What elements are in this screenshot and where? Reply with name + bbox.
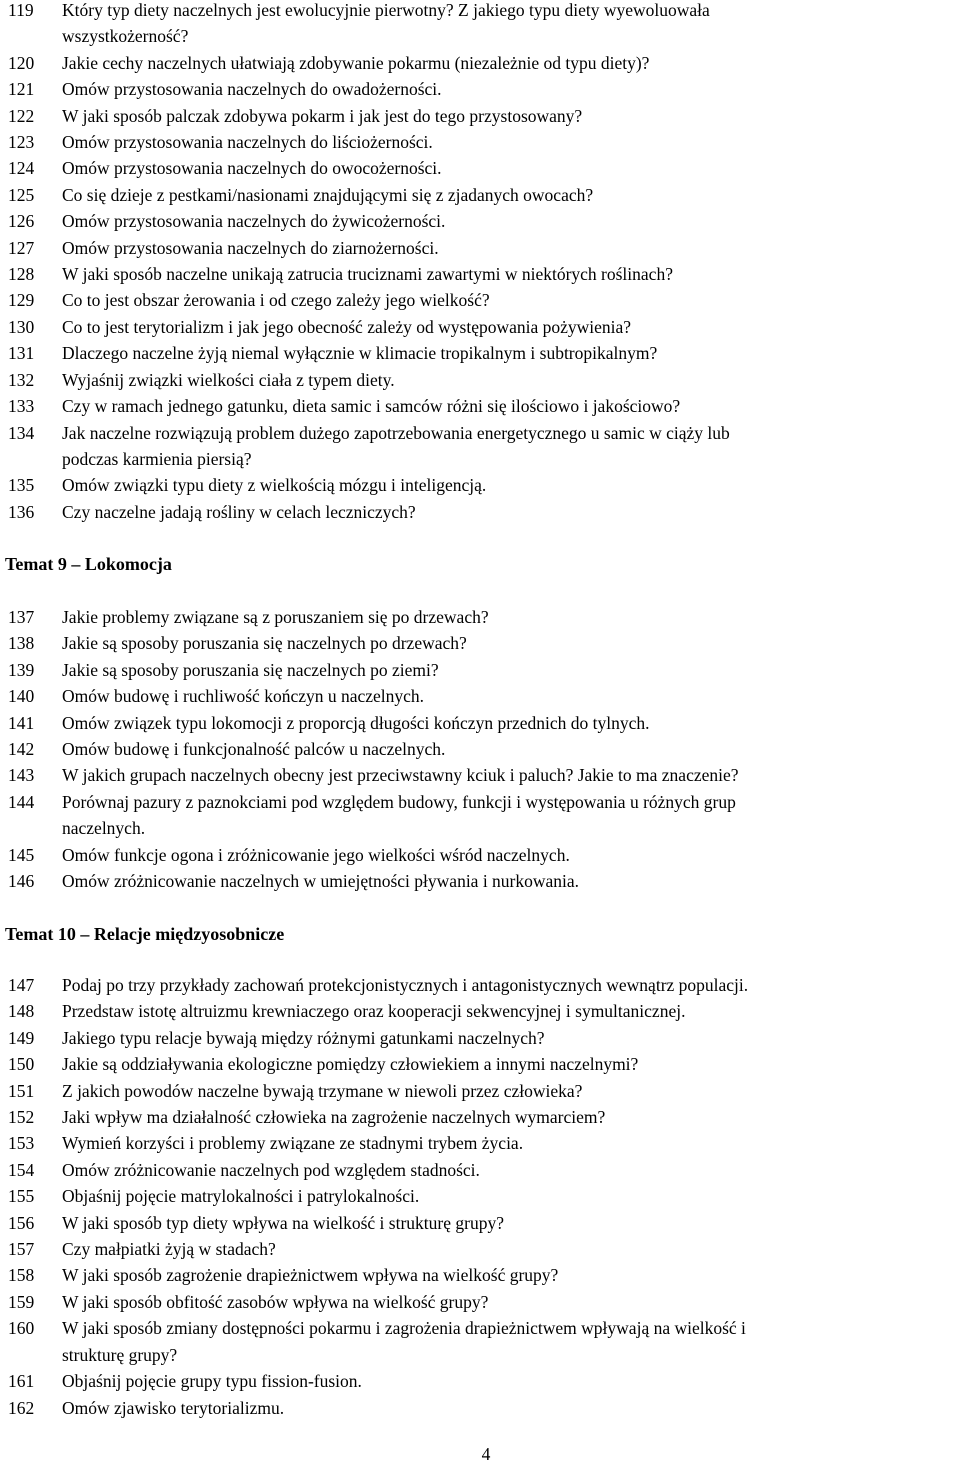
- question-number: 120: [8, 52, 35, 73]
- question-text: Omów funkcje ogona i zróżnicowanie jego wielkości wśród naczelnych.: [62, 844, 570, 865]
- question-text: Jakie są oddziaływania ekologiczne pomiędzy człowiekiem a innymi naczelnymi?: [62, 1054, 639, 1075]
- question-number: 119: [8, 0, 34, 20]
- question-text: Jakie są sposoby poruszania się naczelnych po drzewach?: [62, 633, 467, 654]
- question-item: [0, 0, 960, 50]
- question-item: [0, 182, 960, 208]
- question-item: [0, 499, 960, 525]
- question-item: [0, 1104, 960, 1130]
- question-text: Jakiego typu relacje bywają między różnymi gatunkami naczelnych?: [62, 1027, 545, 1048]
- question-number: 137: [8, 607, 35, 627]
- question-item: [0, 340, 960, 366]
- question-item: [0, 1262, 960, 1288]
- question-item: [0, 972, 960, 998]
- question-text: Porównaj pazury z paznokciami pod względem budowy, funkcji i występowania u różnych grup naczelnych.: [62, 791, 736, 839]
- question-text: Z jakich powodów naczelne bywają trzymane w niewoli przez człowieka?: [62, 1080, 583, 1101]
- question-item: [0, 1395, 960, 1421]
- question-item: [0, 393, 960, 419]
- question-item: [0, 235, 960, 261]
- question-text: Czy w ramach jednego gatunku, dieta samic i samców różni się ilościowo i jakościowo?: [62, 396, 681, 417]
- question-text: Omów przystosowania naczelnych do żywicożerności.: [62, 211, 446, 232]
- question-number: 124: [8, 158, 35, 179]
- question-item: [0, 604, 960, 630]
- question-text: Czy małpiatki żyją w stadach?: [62, 1239, 276, 1260]
- question-number: 143: [8, 765, 35, 786]
- question-number: 159: [8, 1291, 35, 1312]
- question-number: 154: [8, 1159, 35, 1180]
- question-item: [0, 1051, 960, 1077]
- question-item: [0, 76, 960, 102]
- section-heading: Temat 10 – Relacje międzyosobnicze: [5, 924, 285, 944]
- question-number: 130: [8, 316, 35, 337]
- question-number: 153: [8, 1133, 35, 1154]
- question-text: Jakie cechy naczelnych ułatwiają zdobywanie pokarmu (niezależnie od typu diety)?: [62, 52, 650, 73]
- question-number: 136: [8, 501, 35, 522]
- question-item: [0, 1025, 960, 1051]
- question-item: [0, 287, 960, 313]
- question-item: [0, 1078, 960, 1104]
- question-number: 127: [8, 237, 35, 258]
- question-number: 146: [8, 871, 35, 892]
- question-number: 126: [8, 211, 35, 232]
- question-number: 150: [8, 1054, 35, 1075]
- question-number: 135: [8, 475, 35, 496]
- question-text: W jaki sposób typ diety wpływa na wielkość i strukturę grupy?: [62, 1212, 504, 1233]
- question-item: [0, 1210, 960, 1236]
- question-item: [0, 998, 960, 1024]
- question-item: [0, 261, 960, 287]
- question-number: 151: [8, 1080, 35, 1101]
- question-item: [0, 1183, 960, 1209]
- question-text: W jakich grupach naczelnych obecny jest przeciwstawny kciuk i paluch? Jakie to ma znaczenie?: [62, 765, 739, 786]
- question-number: 142: [8, 739, 35, 760]
- question-number: 149: [8, 1027, 35, 1048]
- question-item: [0, 710, 960, 736]
- question-text: Omów zjawisko terytorializmu.: [62, 1397, 285, 1418]
- question-text: Co się dzieje z pestkami/nasionami znajdującymi się z zjadanych owocach?: [62, 184, 594, 205]
- question-item: [0, 1130, 960, 1156]
- question-item: [0, 472, 960, 498]
- question-number: 158: [8, 1265, 35, 1286]
- question-text: W jaki sposób obfitość zasobów wpływa na wielkość grupy?: [62, 1291, 489, 1312]
- question-item: [0, 736, 960, 762]
- question-text: W jaki sposób zagrożenie drapieżnictwem wpływa na wielkość grupy?: [62, 1265, 559, 1286]
- question-number: 133: [8, 396, 35, 417]
- question-text: Omów budowę i ruchliwość kończyn u naczelnych.: [62, 686, 425, 707]
- question-text: Podaj po trzy przykłady zachowań protekcjonistycznych i antagonistycznych wewnątrz populacji.: [62, 975, 749, 995]
- question-number: 161: [8, 1371, 35, 1392]
- question-number: 141: [8, 712, 35, 733]
- question-number: 162: [8, 1397, 35, 1418]
- question-text: Jakie problemy związane są z poruszaniem się po drzewach?: [62, 607, 489, 627]
- question-text: Omów budowę i funkcjonalność palców u naczelnych.: [62, 739, 446, 760]
- question-item: [0, 789, 960, 842]
- question-number: 128: [8, 264, 35, 285]
- question-item: [0, 842, 960, 868]
- question-text: Objaśnij pojęcie grupy typu fission-fusion.: [62, 1371, 362, 1392]
- question-number: 140: [8, 686, 35, 707]
- question-number: 129: [8, 290, 35, 311]
- question-item: [0, 208, 960, 234]
- question-number: 138: [8, 633, 35, 654]
- question-item: [0, 129, 960, 155]
- question-number: 125: [8, 184, 35, 205]
- question-text: Co to jest obszar żerowania i od czego zależy jego wielkość?: [62, 290, 490, 311]
- question-number: 152: [8, 1107, 35, 1128]
- question-item: [0, 1368, 960, 1394]
- question-text: Objaśnij pojęcie matrylokalności i patrylokalności.: [62, 1186, 420, 1207]
- question-item: [0, 868, 960, 894]
- question-text: Co to jest terytorializm i jak jego obecność zależy od występowania pożywienia?: [62, 316, 632, 337]
- question-item: [0, 683, 960, 709]
- question-number: 139: [8, 659, 35, 680]
- question-item: [0, 1289, 960, 1315]
- question-text: Jak naczelne rozwiązują problem dużego zapotrzebowania energetycznego u samic w ciąży lub podczas karmienia piersią?: [62, 422, 730, 469]
- section-heading: Temat 9 – Lokomocja: [5, 554, 172, 574]
- question-item: [0, 630, 960, 656]
- question-list: [0, 0, 960, 525]
- question-number: 155: [8, 1186, 35, 1207]
- page-number: 4: [481, 1444, 491, 1464]
- question-text: Omów zróżnicowanie naczelnych pod względem stadności.: [62, 1159, 480, 1180]
- question-text: Omów związki typu diety z wielkością mózgu i inteligencją.: [62, 475, 487, 496]
- question-number: 144: [8, 791, 35, 812]
- question-number: 148: [8, 1001, 35, 1022]
- question-number: 145: [8, 844, 35, 865]
- question-text: Dlaczego naczelne żyją niemal wyłącznie w klimacie tropikalnym i subtropikalnym?: [62, 343, 658, 364]
- question-item: [0, 367, 960, 393]
- question-number: 157: [8, 1239, 35, 1260]
- question-item: [0, 1157, 960, 1183]
- question-list: [0, 972, 960, 1421]
- question-number: 156: [8, 1212, 35, 1233]
- question-item: [0, 762, 960, 788]
- question-text: Wymień korzyści i problemy związane ze stadnymi trybem życia.: [62, 1133, 524, 1154]
- question-text: Jaki wpływ ma działalność człowieka na zagrożenie naczelnych wymarciem?: [62, 1107, 606, 1128]
- question-text: Omów przystosowania naczelnych do ziarnożerności.: [62, 237, 439, 258]
- question-number: 147: [8, 975, 35, 995]
- question-item: [0, 103, 960, 129]
- question-number: 122: [8, 105, 35, 126]
- question-number: 131: [8, 343, 35, 364]
- question-list: [0, 604, 960, 894]
- question-item: [0, 420, 960, 473]
- question-text: Omów zróżnicowanie naczelnych w umiejętności pływania i nurkowania.: [62, 871, 580, 892]
- question-text: Jakie są sposoby poruszania się naczelnych po ziemi?: [62, 659, 439, 680]
- question-item: [0, 1315, 960, 1368]
- question-text: Czy naczelne jadają rośliny w celach leczniczych?: [62, 501, 416, 522]
- question-text: W jaki sposób palczak zdobywa pokarm i jak jest do tego przystosowany?: [62, 105, 583, 126]
- question-text: Omów przystosowania naczelnych do owocożerności.: [62, 158, 442, 179]
- question-item: [0, 657, 960, 683]
- question-text: Który typ diety naczelnych jest ewolucyjnie pierwotny? Z jakiego typu diety wyewoluowała wszystkożerność?: [62, 0, 710, 47]
- question-item: [0, 1236, 960, 1262]
- question-item: [0, 50, 960, 76]
- question-item: [0, 155, 960, 181]
- question-text: Omów przystosowania naczelnych do liściożerności.: [62, 132, 433, 153]
- question-text: Omów związek typu lokomocji z proporcją długości kończyn przednich do tylnych.: [62, 712, 650, 733]
- question-text: W jaki sposób naczelne unikają zatrucia truciznami zawartymi w niektórych roślinach?: [62, 264, 673, 285]
- question-text: W jaki sposób zmiany dostępności pokarmu i zagrożenia drapieżnictwem wpływają na wielkość i strukturę grupy?: [62, 1318, 746, 1365]
- question-text: Przedstaw istotę altruizmu krewniaczego oraz kooperacji sekwencyjnej i symultanicznej.: [62, 1001, 686, 1022]
- question-item: [0, 314, 960, 340]
- question-number: 160: [8, 1318, 35, 1339]
- question-number: 121: [8, 79, 35, 100]
- question-text: Omów przystosowania naczelnych do owadożerności.: [62, 79, 442, 100]
- question-number: 123: [8, 132, 35, 153]
- question-number: 132: [8, 369, 35, 390]
- question-text: Wyjaśnij związki wielkości ciała z typem diety.: [62, 369, 395, 390]
- question-number: 134: [8, 422, 35, 443]
